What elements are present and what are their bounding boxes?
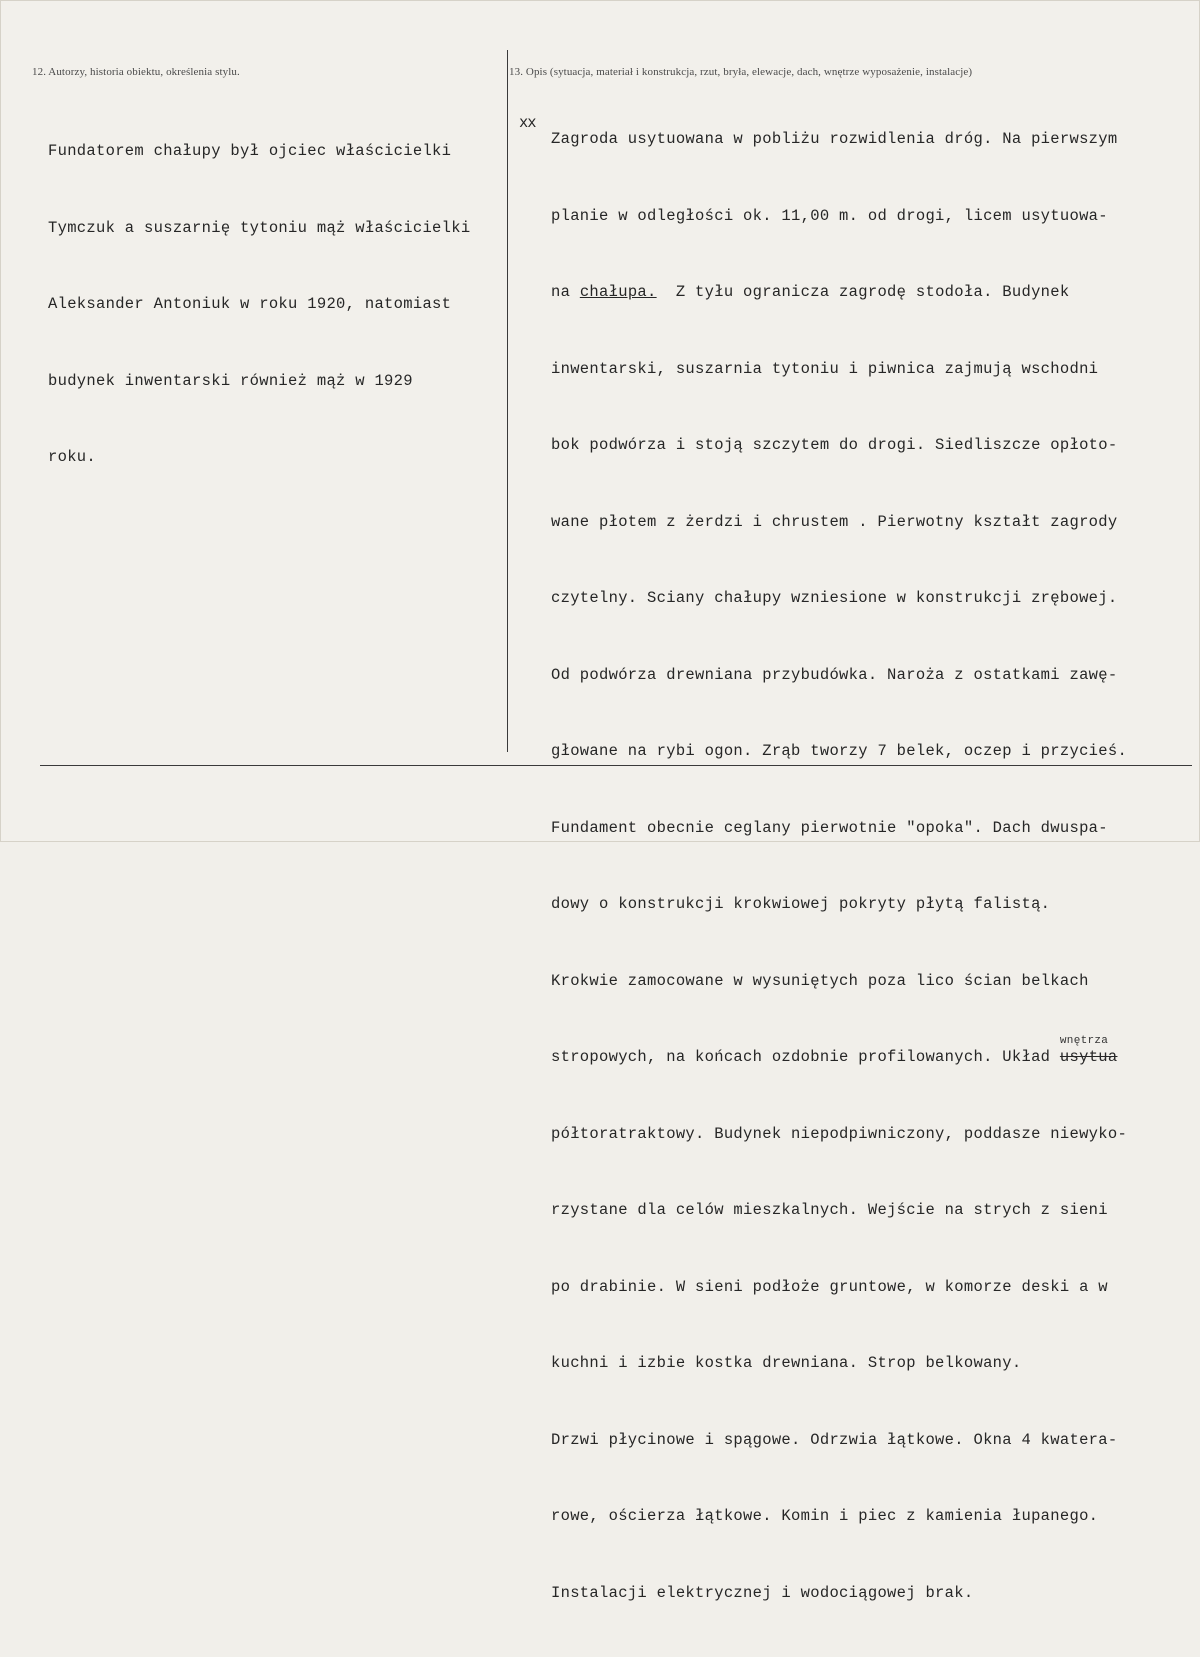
- text-line: półtoratraktowy. Budynek niepodpiwniczony, poddasze niewyko-: [551, 1124, 1128, 1143]
- text-line: budynek inwentarski również mąż w 1929: [48, 371, 413, 390]
- text-line: Instalacji elektrycznej i wodociągowej brak.: [551, 1583, 974, 1602]
- text-line: inwentarski, suszarnia tytoniu i piwnica zajmują wschodni: [551, 359, 1099, 378]
- text-line: Fundatorem chałupy był ojciec właścicielki: [48, 142, 452, 160]
- text-line: kuchni i izbie kostka drewniana. Strop belkowany.: [551, 1354, 1022, 1372]
- struck-word: usytua: [1059, 1048, 1118, 1066]
- text-line: rowe, ościerza łątkowe. Komin i piec z kamienia łupanego.: [551, 1507, 1099, 1525]
- column-divider: [507, 50, 508, 752]
- section-13-text: [551, 76, 1127, 1657]
- margin-mark: xx: [519, 114, 536, 132]
- text-line: [551, 1035, 1127, 1071]
- text-line: bok podwórza i stoją szczytem do drogi. Siedliszcze opłoto-: [551, 436, 1118, 454]
- text-fragment: stropowych, na końcach ozdobnie profilowanych. Układ: [551, 1048, 1060, 1066]
- inserted-word: wnętrza: [1059, 1035, 1109, 1047]
- text-line: roku.: [48, 448, 97, 466]
- text-line: głowane na rybi ogon. Zrąb tworzy 7 belek, oczep i przycieś.: [551, 742, 1128, 760]
- text-line: Drzwi płycinowe i spągowe. Odrzwia łątkowe. Okna 4 kwatera-: [551, 1430, 1118, 1449]
- text-line: wane płotem z żerdzi i chrustem . Pierwotny kształt zagrody: [551, 512, 1118, 531]
- section-12-header: 12. Autorzy, historia obiektu, określenia stylu.: [32, 66, 240, 78]
- section-12-text: [48, 88, 470, 522]
- text-fragment: Z tyłu ogranicza zagrodę stodoła. Budynek: [656, 283, 1070, 301]
- text-line: Od podwórza drewniana przybudówka. Naroża z ostatkami zawę-: [551, 665, 1118, 684]
- section-13-header: 13. Opis (sytuacja, materiał i konstrukcja, rzut, bryła, elewacje, dach, wnętrze wyposażenie, instalacje): [509, 66, 973, 78]
- text-line: planie w odległości ok. 11,00 m. od drogi, licem usytuowa-: [551, 206, 1108, 225]
- underlined-word: chałupa.: [579, 283, 657, 301]
- correction: [1059, 1035, 1118, 1071]
- text-line: rzystane dla celów mieszkalnych. Wejście na strych z sieni: [551, 1201, 1108, 1219]
- text-line: [551, 280, 1127, 306]
- text-line: Tymczuk a suszarnię tytoniu mąż właścicielki: [48, 218, 471, 237]
- text-line: Aleksander Antoniuk w roku 1920, natomiast: [48, 295, 452, 313]
- text-line: Zagroda usytuowana w pobliżu rozwidlenia dróg. Na pierwszym: [551, 130, 1118, 148]
- text-line: dowy o konstrukcji krokwiowej pokryty płytą falistą.: [551, 895, 1051, 913]
- text-line: po drabinie. W sieni podłoże gruntowe, w komorze deski a w: [551, 1277, 1108, 1296]
- text-fragment: na: [551, 283, 580, 301]
- text-line: czytelny. Sciany chałupy wzniesione w konstrukcji zrębowej.: [551, 589, 1118, 607]
- text-line: Krokwie zamocowane w wysuniętych poza lico ścian belkach: [551, 971, 1089, 990]
- text-line: Fundament obecnie ceglany pierwotnie "opoka". Dach dwuspa-: [551, 818, 1108, 837]
